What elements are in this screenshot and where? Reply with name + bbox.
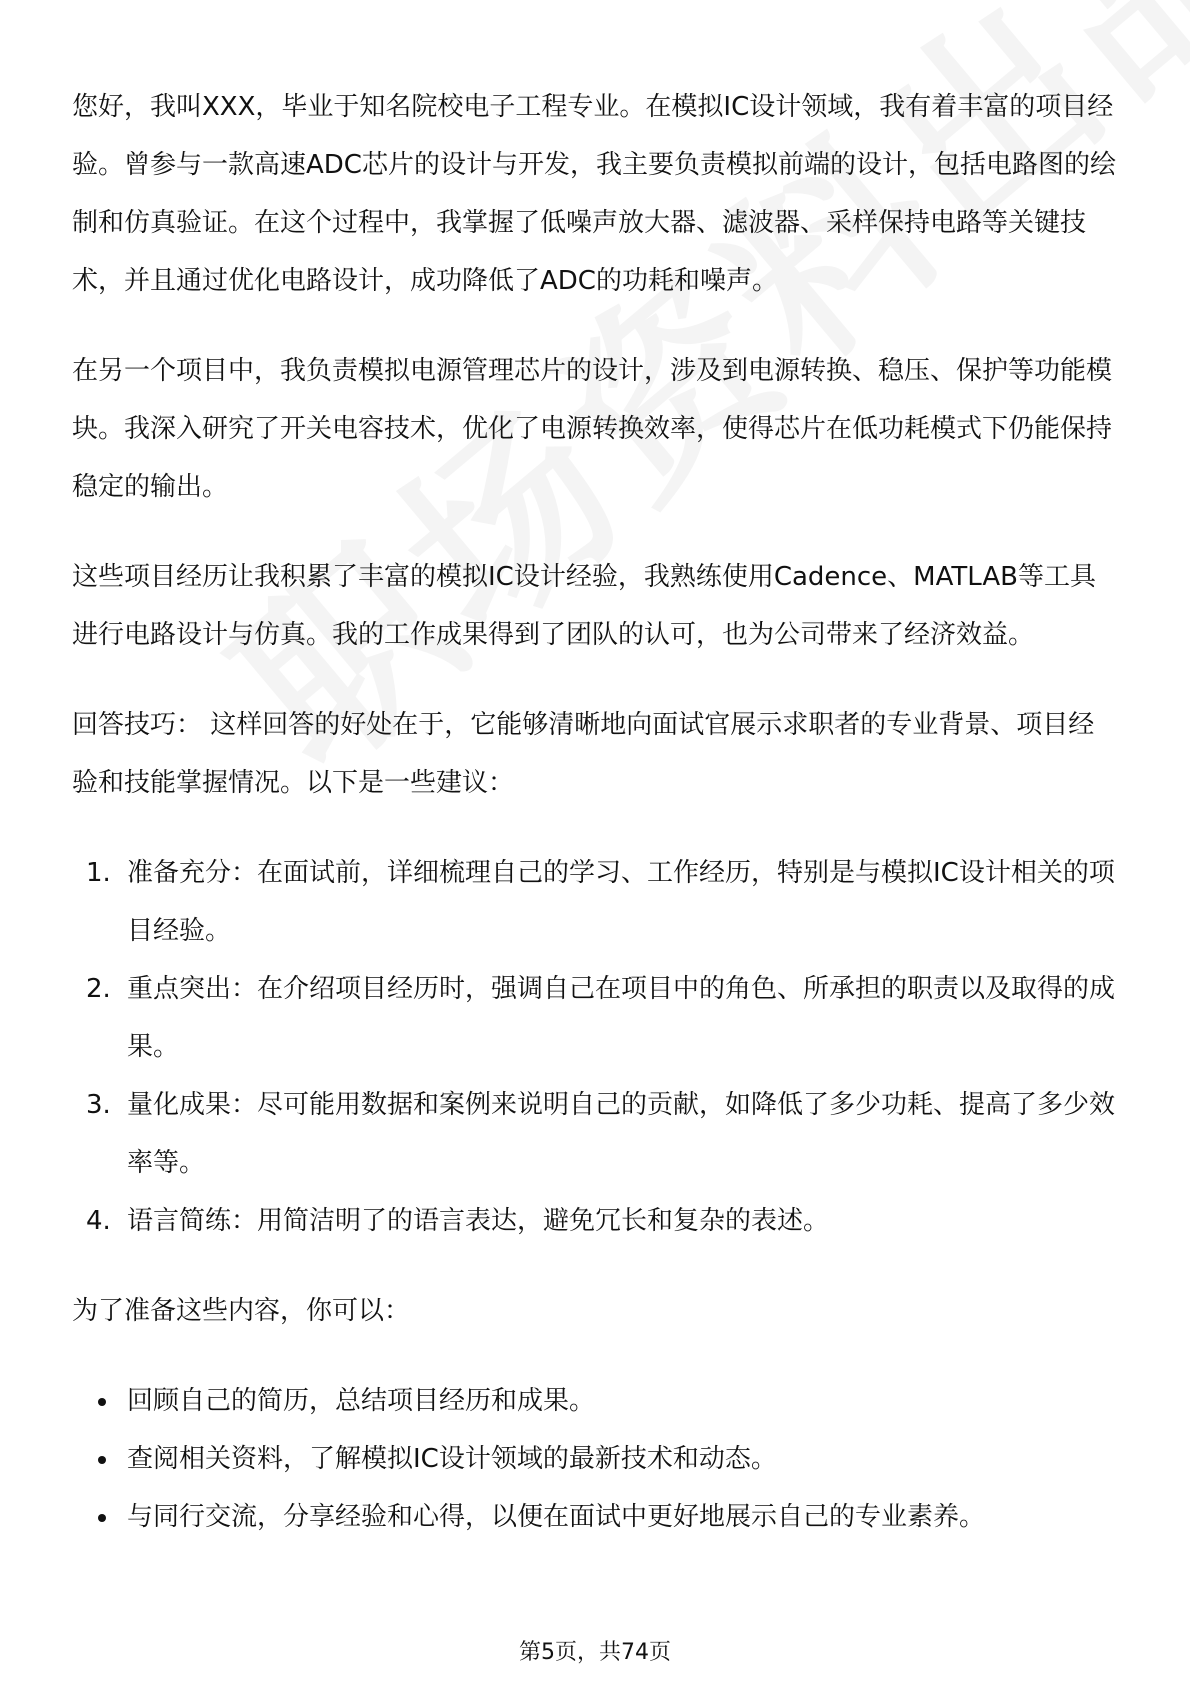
page-footer: 第5页，共74页 — [519, 1640, 671, 1665]
list-item — [72, 1488, 1118, 1546]
list-item — [72, 1192, 1118, 1250]
tips-list — [72, 844, 1118, 1250]
actions-list — [72, 1372, 1118, 1546]
document-body — [72, 78, 1118, 1546]
list-item — [72, 844, 1118, 960]
list-item-text: 语言简练：用简洁明了的语言表达，避免冗长和复杂的表述。 — [127, 1206, 830, 1236]
list-item — [72, 1372, 1118, 1430]
list-item-text: 查阅相关资料，了解模拟IC设计领域的最新技术和动态。 — [127, 1444, 777, 1474]
paragraph-power-project: 在另一个项目中，我负责模拟电源管理芯片的设计，涉及到电源转换、稳压、保护等功能模块。我深入研究了开关电容技术，优化了电源转换效率，使得芯片在低功耗模式下仍能保持稳定的输出。 — [72, 356, 1113, 502]
bullet-icon — [98, 1398, 106, 1406]
paragraph-experience-summary: 这些项目经历让我积累了丰富的模拟IC设计经验，我熟练使用Cadence、MATLAB等工具进行电路设计与仿真。我的工作成果得到了团队的认可，也为公司带来了经济效益。 — [72, 562, 1096, 650]
list-number: 1. — [86, 858, 111, 888]
list-number: 2. — [86, 974, 111, 1004]
list-item-text: 与同行交流，分享经验和心得，以便在面试中更好地展示自己的专业素养。 — [127, 1502, 986, 1532]
list-number: 4. — [86, 1206, 111, 1236]
list-item-text: 量化成果：尽可能用数据和案例来说明自己的贡献，如降低了多少功耗、提高了多少效率等。 — [127, 1090, 1116, 1178]
list-item — [72, 960, 1118, 1076]
bullet-icon — [98, 1456, 106, 1464]
list-number: 3. — [86, 1090, 111, 1120]
paragraph-intro: 您好，我叫XXX，毕业于知名院校电子工程专业。在模拟IC设计领域，我有着丰富的项目经验。曾参与一款高速ADC芯片的设计与开发，我主要负责模拟前端的设计，包括电路图的绘制和仿真验证。在这个过程中，我掌握了低噪声放大器、滤波器、采样保持电路等关键技术，并且通过优化电路设计，成功降低了ADC的功耗和噪声。 — [72, 92, 1116, 296]
paragraph-prep-intro: 为了准备这些内容，你可以： — [72, 1296, 411, 1326]
paragraph-answer-tips: 回答技巧： 这样回答的好处在于，它能够清晰地向面试官展示求职者的专业背景、项目经验和技能掌握情况。以下是一些建议： — [72, 710, 1095, 798]
list-item-text: 回顾自己的简历，总结项目经历和成果。 — [127, 1386, 596, 1416]
bullet-icon — [98, 1514, 106, 1522]
list-item — [72, 1430, 1118, 1488]
list-item — [72, 1076, 1118, 1192]
list-item-text: 重点突出：在介绍项目经历时，强调自己在项目中的角色、所承担的职责以及取得的成果。 — [127, 974, 1116, 1062]
list-item-text: 准备充分：在面试前，详细梳理自己的学习、工作经历，特别是与模拟IC设计相关的项目经验。 — [127, 858, 1115, 946]
